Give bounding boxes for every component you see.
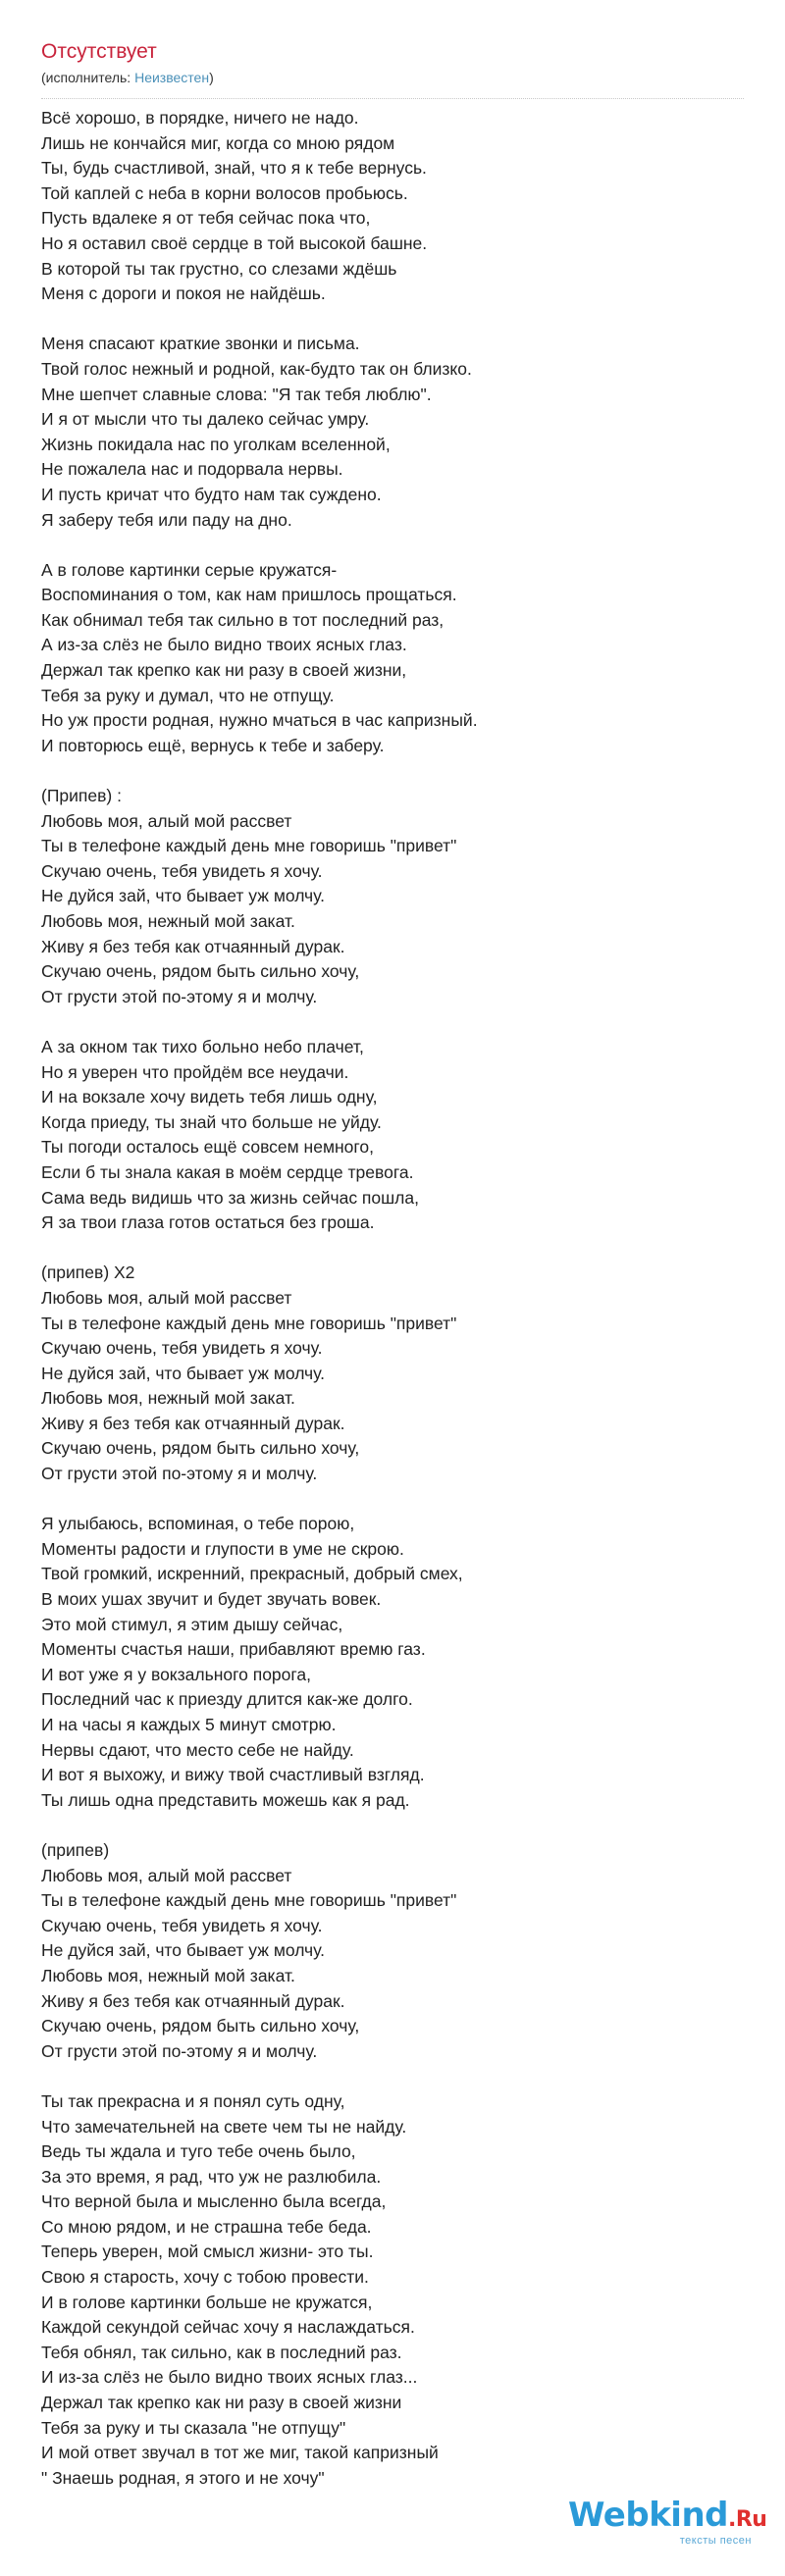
lyrics-line: Мне шепчет славные слова: "Я так тебя люблю". [41, 384, 432, 404]
lyrics-line: Не дуйся зай, что бывает уж молчу. [41, 1363, 326, 1383]
artist-suffix: ) [209, 70, 214, 85]
lyrics-line: Всё хорошо, в порядке, ничего не надо. [41, 108, 359, 128]
lyrics-line: Я заберу тебя или паду на дно. [41, 509, 292, 530]
lyrics-line: Сама ведь видишь что за жизнь сейчас пошла, [41, 1187, 419, 1208]
lyrics-line: Скучаю очень, рядом быть сильно хочу, [41, 961, 360, 982]
lyrics-line: В которой ты так грустно, со слезами ждёшь [41, 258, 397, 279]
lyrics-line: Как обнимал тебя так сильно в тот последний раз, [41, 609, 445, 630]
lyrics-stanza [41, 1035, 744, 1236]
lyrics-line: Твой голос нежный и родной, как-будто так он близко. [41, 358, 472, 379]
lyrics-line: Ты так прекрасна и я понял суть одну, [41, 2090, 345, 2111]
lyrics-line: И пусть кричат что будто нам так суждено. [41, 484, 382, 504]
lyrics-line: И на вокзале хочу видеть тебя лишь одну, [41, 1087, 378, 1108]
lyrics-line: Ты в телефоне каждый день мне говоришь "привет" [41, 836, 457, 856]
lyrics-line: Любовь моя, алый мой рассвет [41, 810, 292, 831]
lyrics-line: Ведь ты ждала и туго тебе очень было, [41, 2141, 356, 2162]
lyrics-line: Живу я без тебя как отчаянный дурак. [41, 1990, 345, 2011]
lyrics-line: Лишь не кончайся миг, когда со мною рядом [41, 132, 395, 153]
lyrics-stanza [41, 106, 744, 307]
lyrics-line: Любовь моя, нежный мой закат. [41, 1388, 295, 1409]
logo-webkind: Webkind [568, 2496, 728, 2535]
lyrics-line: Воспоминания о том, как нам пришлось прощаться. [41, 585, 457, 605]
lyrics-line: Ты в телефоне каждый день мне говоришь "привет" [41, 1890, 457, 1911]
song-title: Отсутствует [41, 40, 157, 63]
lyrics-line: (Припев) : [41, 786, 122, 806]
artist-prefix: (исполнитель: [41, 70, 135, 85]
lyrics-line: Последний час к приезду длится как-же долго. [41, 1689, 413, 1710]
lyrics-line: Моменты радости и глупости в уме не скрою. [41, 1538, 404, 1559]
lyrics-line: Скучаю очень, тебя увидеть я хочу. [41, 1338, 323, 1359]
lyrics-line: Но уж прости родная, нужно мчаться в час капризный. [41, 710, 478, 731]
lyrics-stanza [41, 1261, 744, 1486]
lyrics-line: Если б ты знала какая в моём сердце тревога. [41, 1161, 414, 1182]
lyrics-line: Не пожалела нас и подорвала нервы. [41, 459, 343, 480]
artist-link[interactable]: Неизвестен [134, 70, 210, 85]
lyrics-line: Скучаю очень, рядом быть сильно хочу, [41, 1438, 360, 1459]
lyrics-line: Любовь моя, алый мой рассвет [41, 1287, 292, 1308]
lyrics-line: В моих ушах звучит и будет звучать вовек. [41, 1589, 382, 1610]
lyrics-line: Ты погоди осталось ещё совсем немного, [41, 1137, 374, 1158]
lyrics-line: Что замечательней на свете чем ты не найду. [41, 2116, 407, 2137]
site-logo[interactable] [568, 2496, 767, 2550]
lyrics-line: (припев) Х2 [41, 1262, 135, 1283]
lyrics-line: От грусти этой по-этому я и молчу. [41, 2040, 318, 2061]
lyrics-line: Я за твои глаза готов остаться без гроша. [41, 1212, 375, 1233]
lyrics-line: Пусть вдалеке я от тебя сейчас пока что, [41, 208, 371, 229]
lyrics-line: И повторюсь ещё, вернусь к тебе и заберу. [41, 735, 385, 755]
lyrics-line: Когда приеду, ты знай что больше не уйду. [41, 1111, 382, 1132]
lyrics-line: Я улыбаюсь, вспоминая, о тебе порою, [41, 1514, 355, 1534]
lyrics-line: За это время, я рад, что уж не разлюбила. [41, 2166, 382, 2187]
lyrics-line: А за окном так тихо больно небо плачет, [41, 1036, 364, 1056]
lyrics-line: Тебя за руку и ты сказала "не отпущу" [41, 2417, 346, 2438]
lyrics-line: Свою я старость, хочу с тобою провести. [41, 2267, 369, 2288]
lyrics-line: Любовь моя, нежный мой закат. [41, 1965, 295, 1985]
lyrics-line: Моменты счастья наши, прибавляют времю газ. [41, 1639, 426, 1660]
lyrics-line: Не дуйся зай, что бывает уж молчу. [41, 886, 326, 906]
lyrics-line: И из-за слёз не было видно твоих ясных глаз... [41, 2367, 418, 2388]
lyrics-stanza [41, 1838, 744, 2064]
lyrics-line: И я от мысли что ты далеко сейчас умру. [41, 409, 370, 430]
logo-wordmark [568, 2496, 767, 2539]
lyrics-line: Нервы сдают, что место себе не найду. [41, 1739, 354, 1760]
lyrics-stanza [41, 1512, 744, 1813]
lyrics-line: Не дуйся зай, что бывает уж молчу. [41, 1940, 326, 1961]
lyrics-line: Ты в телефоне каждый день мне говоришь "привет" [41, 1313, 457, 1333]
lyrics-line: Любовь моя, нежный мой закат. [41, 911, 295, 931]
lyrics-line: Жизнь покидала нас по уголкам вселенной, [41, 434, 391, 454]
lyrics-line: Меня с дороги и покоя не найдёшь. [41, 283, 326, 304]
song-header [41, 39, 744, 99]
lyrics-line: Держал так крепко как ни разу в своей жизни, [41, 660, 407, 681]
lyrics-line: Скучаю очень, рядом быть сильно хочу, [41, 2016, 360, 2036]
logo-ru: .Ru [728, 2507, 767, 2532]
lyrics-body [41, 106, 744, 2491]
lyrics-line: Ты лишь одна представить можешь как я рад. [41, 1789, 410, 1810]
lyrics-stanza [41, 558, 744, 759]
lyrics-line: От грусти этой по-этому я и молчу. [41, 1464, 318, 1484]
lyrics-line: И на часы я каждых 5 минут смотрю. [41, 1715, 337, 1734]
lyrics-stanza [41, 784, 744, 1009]
lyrics-line: И в голове картинки больше не кружатся, [41, 2292, 373, 2312]
lyrics-line: И вот я выхожу, и вижу твой счастливый взгляд. [41, 1765, 425, 1785]
lyrics-line: Твой громкий, искренний, прекрасный, добрый смех, [41, 1564, 463, 1584]
lyrics-line: Живу я без тебя как отчаянный дурак. [41, 1413, 345, 1433]
lyrics-line: Теперь уверен, мой смысл жизни- это ты. [41, 2241, 374, 2262]
lyrics-line: От грусти этой по-этому я и молчу. [41, 986, 318, 1006]
lyrics-line: А в голове картинки серые кружатся- [41, 559, 338, 580]
lyrics-line: Тебя за руку и думал, что не отпущу. [41, 685, 335, 705]
lyrics-line: Каждой секундой сейчас хочу я наслаждаться. [41, 2317, 415, 2338]
lyrics-line: Любовь моя, алый мой рассвет [41, 1865, 292, 1885]
lyrics-line: Тебя обнял, так сильно, как в последний раз. [41, 2342, 402, 2362]
lyrics-line: Скучаю очень, тебя увидеть я хочу. [41, 1915, 323, 1935]
lyrics-line: Это мой стимул, я этим дышу сейчас, [41, 1614, 343, 1634]
lyrics-line: И вот уже я у вокзального порога, [41, 1664, 311, 1684]
lyrics-stanza [41, 2089, 744, 2492]
logo-tagline: тексты песен [679, 2535, 752, 2547]
lyrics-line: А из-за слёз не было видно твоих ясных глаз. [41, 635, 407, 655]
lyrics-line: Той каплей с неба в корни волосов пробьюсь. [41, 182, 408, 203]
lyrics-line: Живу я без тебя как отчаянный дурак. [41, 936, 345, 956]
lyrics-stanza [41, 332, 744, 533]
lyrics-line: И мой ответ звучал в тот же миг, такой капризный [41, 2443, 439, 2463]
lyrics-line: " Знаешь родная, я этого и не хочу" [41, 2467, 325, 2488]
lyrics-line: Но я оставил своё сердце в той высокой башне. [41, 232, 428, 253]
lyrics-line: Что верной была и мысленно была всегда, [41, 2191, 387, 2212]
lyrics-line: Держал так крепко как ни разу в своей жизни [41, 2393, 402, 2413]
lyrics-line: Но я уверен что пройдём все неудачи. [41, 1061, 349, 1082]
artist-line [41, 69, 744, 99]
lyrics-line: Со мною рядом, и не страшна тебе беда. [41, 2216, 372, 2237]
lyrics-line: (припев) [41, 1839, 110, 1860]
lyrics-line: Ты, будь счастливой, знай, что я к тебе вернусь. [41, 158, 427, 179]
lyrics-line: Меня спасают краткие звонки и письма. [41, 334, 360, 354]
lyrics-line: Скучаю очень, тебя увидеть я хочу. [41, 860, 323, 881]
